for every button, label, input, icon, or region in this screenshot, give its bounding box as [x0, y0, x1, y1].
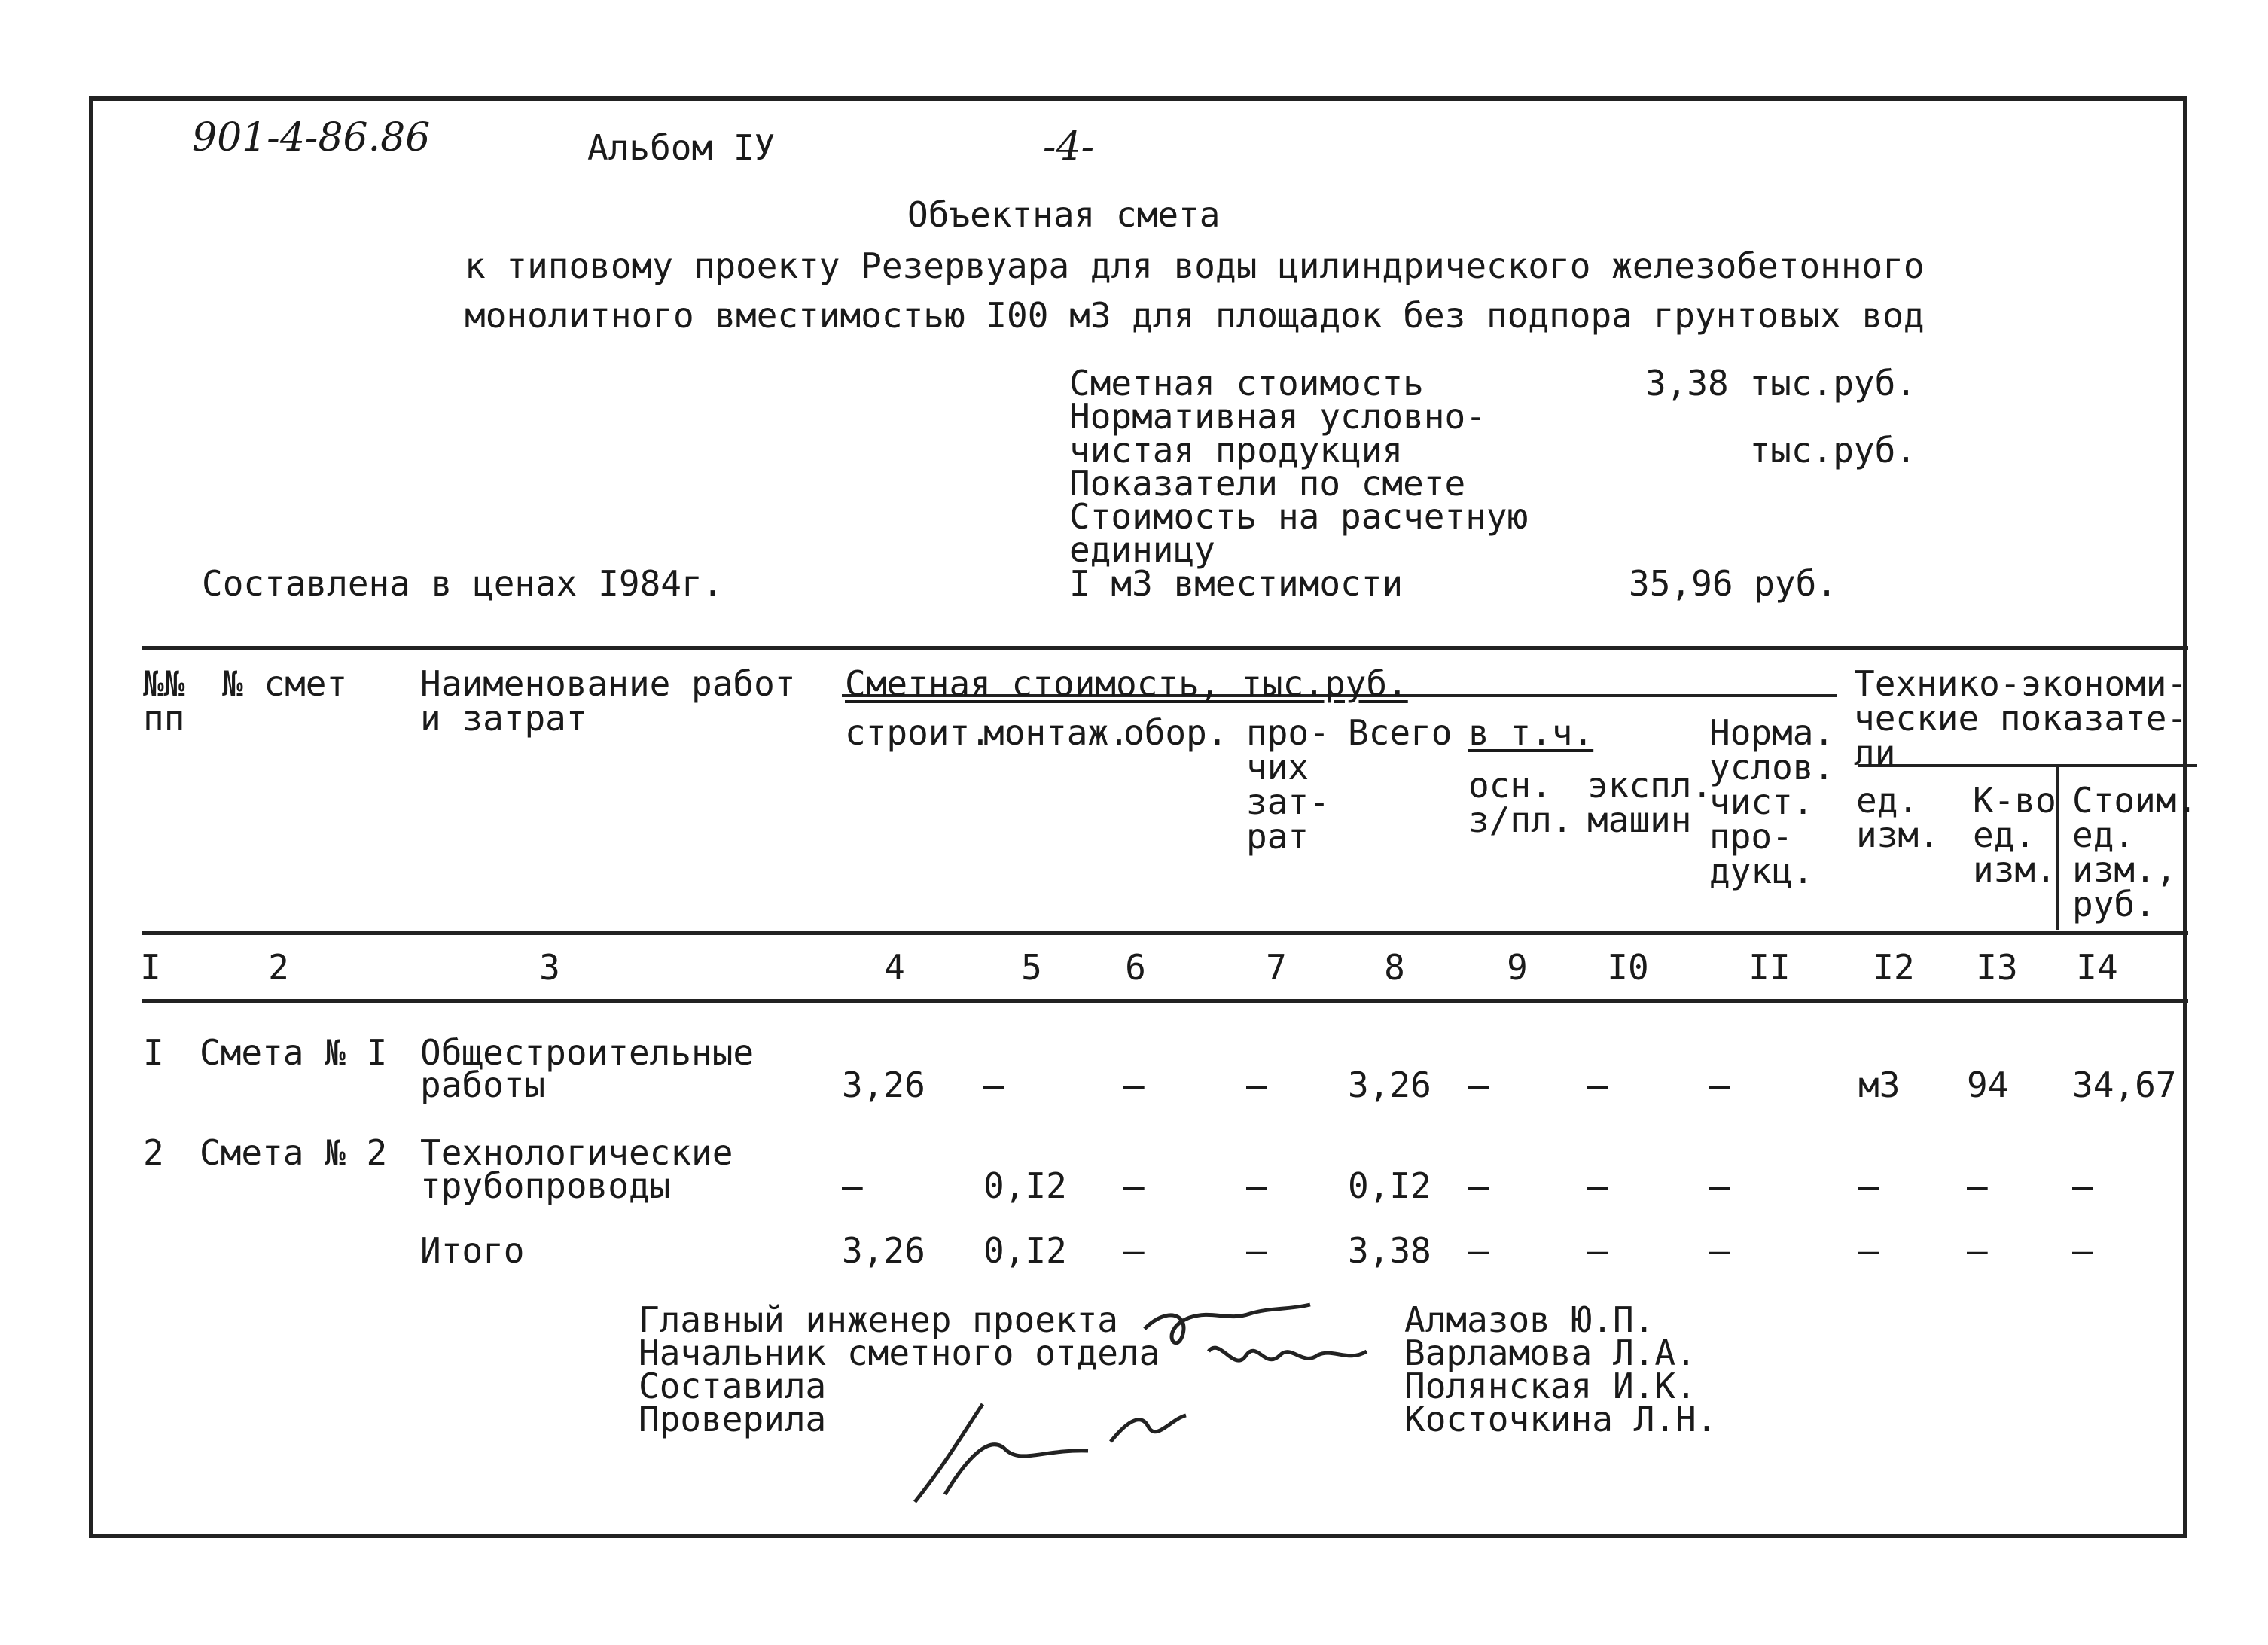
row-1-estimate: Смета № I — [200, 1032, 388, 1073]
row-1-unit-cost: 34,67 — [2072, 1065, 2177, 1105]
column-numbers-rule — [142, 999, 2188, 1003]
total-unit: – — [1858, 1230, 1879, 1271]
signature-scribble-2 — [1205, 1329, 1378, 1397]
row-1-total: 3,26 — [1348, 1065, 1431, 1105]
header-other: про- чих зат- рат — [1246, 712, 1330, 857]
title-line-3: монолитного вместимостью I00 м3 для площадок без подпора грунтовых вод — [465, 295, 1925, 336]
total-unit-cost: – — [2072, 1230, 2093, 1271]
header-base-salary: осн. з/пл. — [1468, 765, 1573, 840]
row-1-qty: 94 — [1967, 1065, 2009, 1105]
row-2-equip: – — [1123, 1165, 1145, 1206]
header-norm-product: Норма. услов. чист. про- дукц. — [1709, 712, 1835, 891]
role-chief-engineer: Главный инженер проекта — [639, 1299, 1118, 1340]
row-2-unit-cost: – — [2072, 1165, 2093, 1206]
col-number: 4 — [884, 947, 905, 988]
page-number: -4- — [1043, 124, 1095, 169]
header-bottom-rule — [142, 931, 2188, 935]
header-machines: экспл. машин — [1587, 765, 1713, 840]
norm-label-1: Нормативная условно- — [1069, 396, 1486, 437]
header-incl: в т.ч. — [1468, 712, 1594, 753]
cost-value: 3,38 тыс.руб. — [1645, 363, 1916, 404]
header-qty: К-во ед. изм. — [1973, 780, 2056, 890]
document-code: 901-4-86.86 — [192, 115, 431, 160]
signature-scribble-3 — [900, 1397, 1216, 1509]
header-mount: монтаж. — [983, 712, 1129, 753]
total-equip: – — [1123, 1230, 1145, 1271]
unit-label: I м3 вместимости — [1069, 563, 1404, 604]
unit-value: 35,96 руб. — [1629, 563, 1837, 604]
norm-label-2: чистая продукция — [1069, 430, 1404, 471]
row-1-name-1: Общестроительные — [420, 1032, 754, 1073]
header-cost-group: Сметная стоимость, тыс.руб. — [845, 663, 1408, 704]
title-line-2: к типовому проекту Резервуара для воды цилиндрического железобетонного — [465, 245, 1925, 286]
name-compiled: Полянская И.К. — [1404, 1366, 1696, 1406]
prices-note: Составлена в ценах I984г. — [202, 563, 724, 604]
row-1-other: – — [1246, 1065, 1267, 1105]
header-name: Наименование работ и затрат — [420, 663, 796, 739]
row-2-estimate: Смета № 2 — [200, 1132, 388, 1173]
row-2-other: – — [1246, 1165, 1267, 1206]
total-norm: – — [1709, 1230, 1730, 1271]
unit-cost-label-2: единицу — [1069, 529, 1215, 570]
row-1-equip: – — [1123, 1065, 1145, 1105]
col-number: I4 — [2076, 947, 2118, 988]
row-2-salary: – — [1468, 1165, 1489, 1206]
row-1-num: I — [143, 1032, 164, 1073]
header-estimate-no: № смет — [222, 663, 348, 704]
role-compiled: Составила — [639, 1366, 827, 1406]
row-2-unit: – — [1858, 1165, 1879, 1206]
col-number: 3 — [539, 947, 560, 988]
row-2-name-2: трубопроводы — [420, 1165, 671, 1206]
name-chief-engineer: Алмазов Ю.П. — [1404, 1299, 1655, 1340]
name-head-estimates: Варламова Л.А. — [1404, 1333, 1696, 1373]
document-title: Объектная смета — [907, 194, 1221, 235]
col-number: I3 — [1976, 947, 2018, 988]
col-number: I0 — [1607, 947, 1649, 988]
col-number: 2 — [268, 947, 289, 988]
row-1-norm: – — [1709, 1065, 1730, 1105]
total-mount: 0,I2 — [983, 1230, 1067, 1271]
indicators-label: Показатели по смете — [1069, 463, 1466, 504]
unit-cost-label-1: Стоимость на расчетную — [1069, 496, 1529, 537]
row-1-machines: – — [1587, 1065, 1608, 1105]
row-2-norm: – — [1709, 1165, 1730, 1206]
cost-label: Сметная стоимость — [1069, 363, 1424, 404]
row-2-build: – — [842, 1165, 863, 1206]
header-total: Всего — [1348, 712, 1453, 753]
total-qty: – — [1967, 1230, 1988, 1271]
role-checked: Проверила — [639, 1399, 827, 1439]
total-label: Итого — [420, 1230, 525, 1271]
col-number: II — [1748, 947, 1791, 988]
role-head-estimates: Начальник сметного отдела — [639, 1333, 1160, 1373]
col-number: 7 — [1266, 947, 1287, 988]
header-equip: обор. — [1123, 712, 1228, 753]
header-unit: ед. изм. — [1856, 780, 1940, 855]
row-1-name-2: работы — [420, 1065, 546, 1105]
row-2-mount: 0,I2 — [983, 1165, 1067, 1206]
header-unit-cost: Стоим. ед. изм., руб. — [2072, 780, 2198, 925]
row-1-mount: – — [983, 1065, 1004, 1105]
row-2-name-1: Технологические — [420, 1132, 733, 1173]
col-number: 8 — [1384, 947, 1405, 988]
total-other: – — [1246, 1230, 1267, 1271]
col-number: 6 — [1125, 947, 1146, 988]
name-checked: Косточкина Л.Н. — [1404, 1399, 1718, 1439]
col-number: 9 — [1507, 947, 1528, 988]
table-top-rule — [142, 646, 2188, 650]
header-num: №№ пп — [143, 663, 185, 739]
header-tech-group: Технико-экономи- ческие показате- ли — [1854, 663, 2188, 773]
row-2-machines: – — [1587, 1165, 1608, 1206]
row-2-total: 0,I2 — [1348, 1165, 1431, 1206]
norm-value: тыс.руб. — [1749, 430, 1916, 471]
row-1-salary: – — [1468, 1065, 1489, 1105]
col-number: 5 — [1021, 947, 1042, 988]
total-total: 3,38 — [1348, 1230, 1431, 1271]
col-number: I2 — [1873, 947, 1915, 988]
total-salary: – — [1468, 1230, 1489, 1271]
album-label: Альбом IУ — [587, 127, 776, 168]
total-build: 3,26 — [842, 1230, 925, 1271]
col-number: I — [140, 947, 161, 988]
row-2-num: 2 — [143, 1132, 164, 1173]
row-1-unit: м3 — [1858, 1065, 1901, 1105]
row-2-qty: – — [1967, 1165, 1988, 1206]
total-machines: – — [1587, 1230, 1608, 1271]
header-build: строит. — [845, 712, 991, 753]
row-1-build: 3,26 — [842, 1065, 925, 1105]
